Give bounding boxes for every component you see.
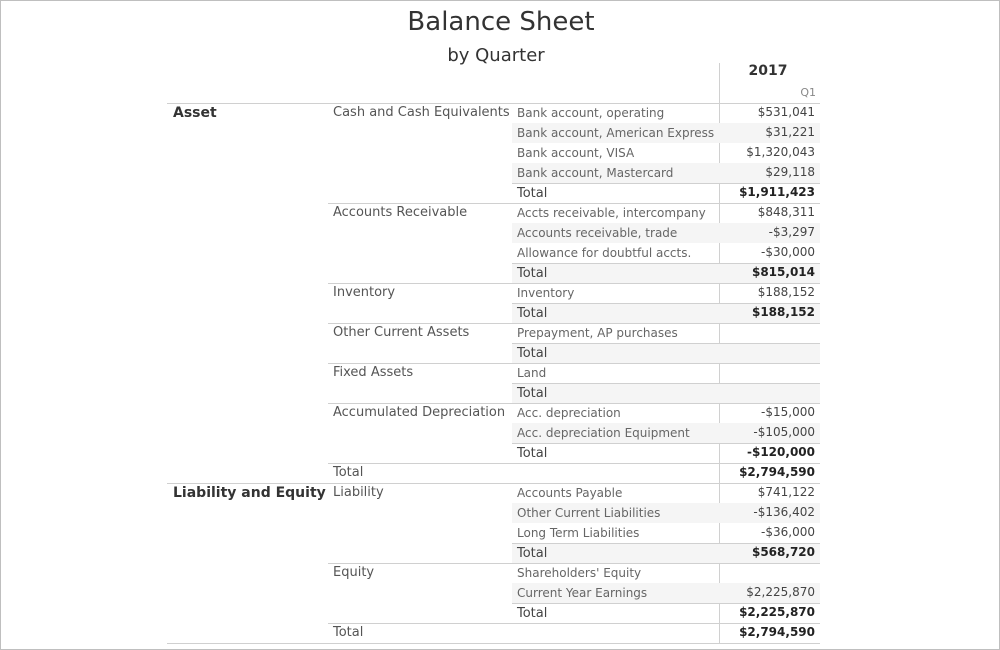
subtotal-value[interactable]: $568,720 (751, 545, 815, 559)
line-item-label[interactable]: Bank account, American Express (517, 126, 715, 140)
subtotal-value[interactable]: $1,911,423 (739, 185, 815, 199)
line-item-label[interactable]: Shareholders' Equity (517, 566, 642, 580)
subtotal-label[interactable]: Total (517, 606, 548, 621)
category-label[interactable]: Other Current Assets (333, 325, 470, 340)
row-separator (512, 183, 820, 184)
subtotal-value[interactable]: $2,794,590 (739, 465, 815, 479)
subtotal-label[interactable]: Total (517, 346, 548, 361)
category-label[interactable]: Total (333, 625, 364, 640)
subtotal-label[interactable]: Total (517, 386, 548, 401)
line-item-value[interactable]: -$105,000 (753, 425, 815, 439)
category-label[interactable]: Total (333, 465, 364, 480)
line-item-label[interactable]: Acc. depreciation Equipment (517, 426, 690, 440)
row-separator (328, 463, 820, 464)
row-separator (512, 603, 820, 604)
line-item-value[interactable]: $2,225,870 (746, 585, 815, 599)
line-item-value[interactable]: -$15,000 (761, 405, 815, 419)
row-separator (167, 483, 820, 484)
row-separator (328, 363, 820, 364)
subtotal-label[interactable]: Total (517, 546, 548, 561)
row-band (512, 383, 820, 403)
line-item-value[interactable]: -$3,297 (768, 225, 815, 239)
line-item-label[interactable]: Accounts Payable (517, 486, 623, 500)
line-item-value[interactable]: $31,221 (765, 125, 815, 139)
subtotal-label[interactable]: Total (517, 266, 548, 281)
line-item-value[interactable]: $29,118 (765, 165, 815, 179)
category-label[interactable]: Cash and Cash Equivalents (333, 105, 510, 120)
subtotal-label[interactable]: Total (517, 446, 548, 461)
line-item-label[interactable]: Accts receivable, intercompany (517, 206, 706, 220)
line-item-label[interactable]: Land (517, 366, 547, 380)
category-label[interactable]: Accumulated Depreciation (333, 405, 506, 420)
subtotal-value[interactable]: $815,014 (751, 265, 815, 279)
line-item-label[interactable]: Bank account, VISA (517, 146, 635, 160)
line-item-label[interactable]: Current Year Earnings (517, 586, 648, 600)
line-item-label[interactable]: Prepayment, AP purchases (517, 326, 678, 340)
category-label[interactable]: Inventory (333, 285, 396, 300)
page-title: Balance Sheet (407, 7, 595, 37)
line-item-label[interactable]: Other Current Liabilities (517, 506, 661, 520)
row-separator (328, 203, 820, 204)
subtotal-value[interactable]: $188,152 (751, 305, 815, 319)
subtotal-label[interactable]: Total (517, 306, 548, 321)
page-subtitle: by Quarter (447, 45, 545, 66)
line-item-label[interactable]: Bank account, Mastercard (517, 166, 674, 180)
row-band (512, 343, 820, 363)
row-separator (512, 343, 820, 344)
line-item-value[interactable]: -$136,402 (753, 505, 815, 519)
line-item-label[interactable]: Long Term Liabilities (517, 526, 640, 540)
row-separator (328, 403, 820, 404)
row-separator (512, 543, 820, 544)
line-item-label[interactable]: Inventory (517, 286, 575, 300)
line-item-label[interactable]: Accounts receivable, trade (517, 226, 678, 240)
row-separator (328, 623, 820, 624)
section-label[interactable]: Liability and Equity (173, 485, 326, 501)
line-item-value[interactable]: $188,152 (757, 285, 815, 299)
column-header-quarter[interactable]: Q1 (800, 86, 816, 99)
table-bottom-border (167, 643, 820, 644)
category-label[interactable]: Liability (333, 485, 384, 500)
row-separator (167, 103, 820, 104)
line-item-label[interactable]: Bank account, operating (517, 106, 665, 120)
column-header-year[interactable]: 2017 (748, 63, 788, 79)
row-separator (512, 383, 820, 384)
subtotal-value[interactable]: -$120,000 (747, 445, 815, 459)
line-item-label[interactable]: Allowance for doubtful accts. (517, 246, 692, 260)
section-label[interactable]: Asset (173, 105, 217, 121)
category-label[interactable]: Equity (333, 565, 375, 580)
subtotal-value[interactable]: $2,225,870 (739, 605, 815, 619)
line-item-value[interactable]: $531,041 (757, 105, 815, 119)
row-separator (512, 263, 820, 264)
subtotal-value[interactable]: $2,794,590 (739, 625, 815, 639)
category-label[interactable]: Accounts Receivable (333, 205, 468, 220)
line-item-value[interactable]: $848,311 (757, 205, 815, 219)
category-label[interactable]: Fixed Assets (333, 365, 414, 380)
row-separator (328, 323, 820, 324)
line-item-value[interactable]: $741,122 (757, 485, 815, 499)
line-item-value[interactable]: -$30,000 (761, 245, 815, 259)
row-separator (328, 563, 820, 564)
subtotal-label[interactable]: Total (517, 186, 548, 201)
line-item-value[interactable]: $1,320,043 (746, 145, 815, 159)
row-separator (328, 283, 820, 284)
row-separator (512, 443, 820, 444)
row-separator (512, 303, 820, 304)
line-item-label[interactable]: Acc. depreciation (517, 406, 621, 420)
line-item-value[interactable]: -$36,000 (761, 525, 815, 539)
